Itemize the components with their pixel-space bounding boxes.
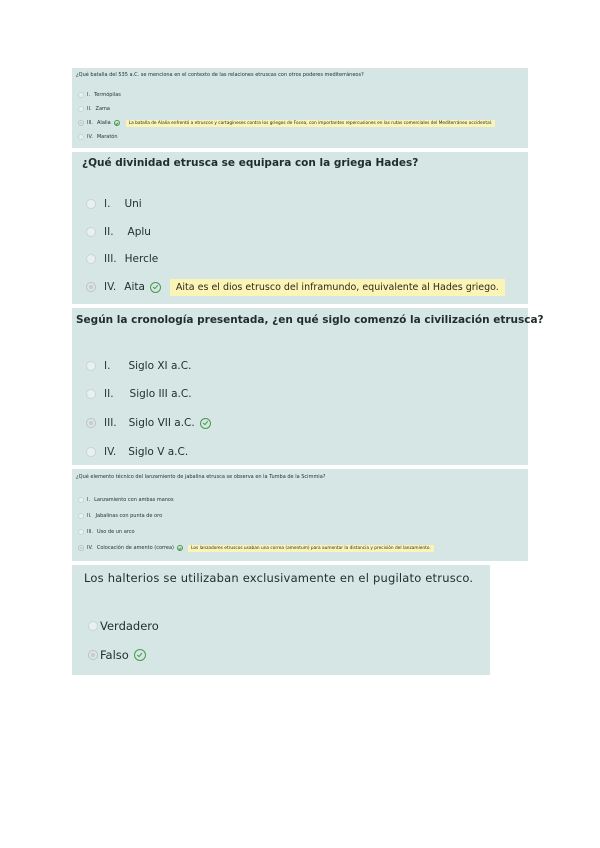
radio-button-icon[interactable] bbox=[78, 106, 84, 112]
feedback-note: Aita es el dios etrusco del inframundo, equivalente al Hades griego. bbox=[170, 279, 505, 296]
option-label: Siglo III a.C. bbox=[129, 388, 192, 400]
radio-button-icon[interactable] bbox=[86, 227, 96, 237]
option-label: Termópilas bbox=[94, 92, 121, 98]
radio-button-icon[interactable] bbox=[86, 282, 96, 292]
option-label: Siglo V a.C. bbox=[128, 446, 189, 458]
radio-button-icon[interactable] bbox=[78, 529, 84, 535]
question-text: ¿Qué elemento técnico del lanzamiento de jabalina etrusca se observa en la Tumba de la Scimmia? bbox=[76, 474, 326, 480]
question-text: ¿Qué batalla del 535 a.C. se menciona en el contexto de las relaciones etruscas con otros poderes mediterráneos? bbox=[76, 72, 364, 78]
option-4[interactable] bbox=[78, 132, 118, 142]
option-number: I. bbox=[87, 497, 91, 503]
radio-button-icon[interactable] bbox=[86, 254, 96, 264]
option-number: III. bbox=[87, 120, 94, 126]
option-label: Jabalinas con punta de oro bbox=[95, 513, 163, 519]
option-number: IV. bbox=[104, 446, 117, 458]
option-3[interactable] bbox=[86, 251, 158, 267]
check-circle-icon bbox=[114, 120, 120, 126]
option-label: Siglo XI a.C. bbox=[128, 360, 192, 372]
radio-button-icon[interactable] bbox=[78, 545, 84, 551]
option-label: Lanzamiento con ambas manos bbox=[94, 497, 174, 503]
option-number: II. bbox=[87, 106, 92, 112]
option-number: IV. bbox=[87, 134, 93, 140]
question-card-5 bbox=[72, 565, 490, 675]
radio-button-icon[interactable] bbox=[86, 361, 96, 371]
radio-button-icon[interactable] bbox=[78, 513, 84, 519]
option-label: Falso bbox=[100, 648, 129, 662]
option-false[interactable] bbox=[88, 646, 146, 664]
option-label: Maratón bbox=[96, 134, 118, 140]
radio-button-icon[interactable] bbox=[88, 650, 98, 660]
option-4[interactable] bbox=[86, 278, 505, 296]
option-label: Siglo VII a.C. bbox=[128, 417, 195, 429]
radio-button-icon[interactable] bbox=[86, 199, 96, 209]
question-text: Los halterios se utilizaban exclusivamente en el pugilato etrusco. bbox=[84, 571, 474, 585]
option-number: I. bbox=[104, 198, 111, 210]
option-number: II. bbox=[104, 226, 114, 238]
radio-button-icon[interactable] bbox=[88, 621, 98, 631]
radio-button-icon[interactable] bbox=[86, 447, 96, 457]
option-1[interactable] bbox=[78, 90, 121, 100]
option-1[interactable] bbox=[78, 495, 174, 505]
question-text: ¿Qué divinidad etrusca se equipara con la griega Hades? bbox=[82, 157, 419, 169]
feedback-note: Los lanzadores etruscos usaban una correa (amentum) para aumentar la distancia y precisión del lanzamiento. bbox=[188, 545, 434, 552]
option-2[interactable] bbox=[86, 224, 151, 240]
option-number: III. bbox=[87, 529, 94, 535]
option-label: Alalia bbox=[97, 120, 111, 126]
question-card-4 bbox=[72, 469, 528, 561]
option-1[interactable] bbox=[86, 358, 191, 374]
radio-button-icon[interactable] bbox=[78, 134, 84, 140]
option-number: IV. bbox=[87, 545, 93, 551]
option-1[interactable] bbox=[86, 196, 142, 212]
option-label: Zama bbox=[95, 106, 110, 112]
option-label: Verdadero bbox=[100, 619, 159, 633]
radio-button-icon[interactable] bbox=[78, 497, 84, 503]
option-4[interactable] bbox=[78, 543, 434, 553]
radio-button-icon[interactable] bbox=[78, 120, 84, 126]
option-number: II. bbox=[87, 513, 92, 519]
radio-button-icon[interactable] bbox=[86, 389, 96, 399]
option-2[interactable] bbox=[78, 511, 162, 521]
question-text: Según la cronología presentada, ¿en qué siglo comenzó la civilización etrusca? bbox=[76, 314, 544, 326]
option-3[interactable] bbox=[78, 527, 135, 537]
option-number: I. bbox=[104, 360, 111, 372]
option-number: III. bbox=[104, 417, 117, 429]
check-circle-icon bbox=[134, 649, 146, 661]
check-circle-icon bbox=[150, 282, 161, 293]
radio-button-icon[interactable] bbox=[78, 92, 84, 98]
check-circle-icon bbox=[200, 418, 211, 429]
option-2[interactable] bbox=[86, 386, 192, 402]
option-label: Uso de un arco bbox=[97, 529, 135, 535]
option-true[interactable] bbox=[88, 617, 159, 635]
option-3[interactable] bbox=[86, 415, 211, 431]
check-circle-icon bbox=[177, 545, 183, 551]
option-number: I. bbox=[87, 92, 91, 98]
option-number: II. bbox=[104, 388, 114, 400]
option-label: Hercle bbox=[124, 253, 159, 265]
option-label: Aplu bbox=[127, 226, 151, 238]
question-card-2 bbox=[72, 152, 528, 304]
option-3[interactable] bbox=[78, 118, 495, 128]
question-card-1 bbox=[72, 68, 528, 148]
option-label: Colocación de amento (correa) bbox=[96, 545, 175, 551]
option-label: Aita bbox=[124, 281, 145, 293]
radio-button-icon[interactable] bbox=[86, 418, 96, 428]
feedback-note: La batalla de Alalia enfrentó a etruscos y cartagineses contra los griegos de Focea, con importantes repercusiones en las rutas comerciales del Mediterráneo occidental. bbox=[126, 120, 496, 127]
option-number: III. bbox=[104, 253, 117, 265]
option-2[interactable] bbox=[78, 104, 110, 114]
option-4[interactable] bbox=[86, 444, 188, 460]
option-number: IV. bbox=[104, 281, 117, 293]
option-label: Uni bbox=[124, 198, 142, 210]
question-card-3 bbox=[72, 308, 544, 465]
